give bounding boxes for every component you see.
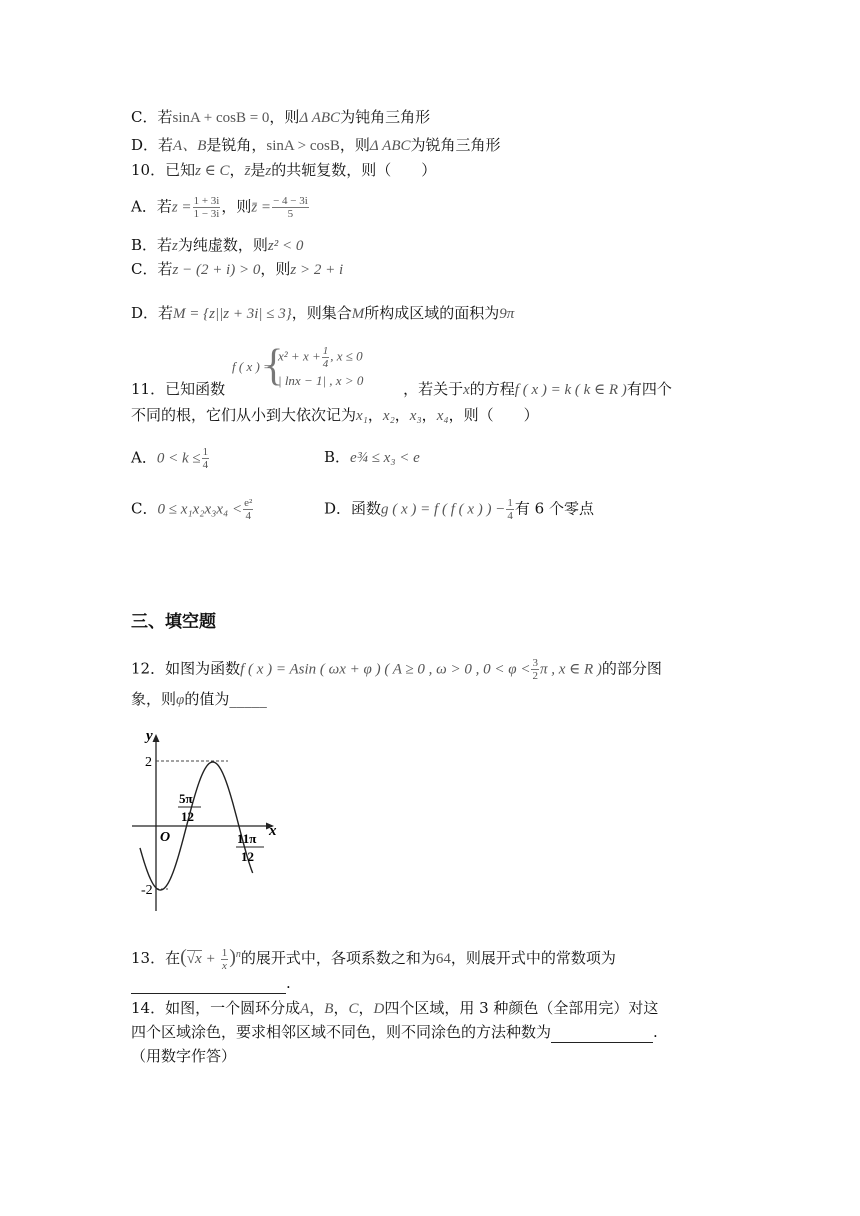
q13-stem: 13．在(√x + $\frac{1}{x}$ )$^n$的展开式中，各项系数之和为64，则展开式中的常数项为: [131, 946, 616, 972]
q14-stem-line3: （用数字作答）: [131, 1047, 237, 1065]
origin-label: O: [160, 830, 171, 845]
q14-stem-line2: 四个区域涂色，要求相邻区域不同色，则不同涂色的方法种数为 .: [131, 1023, 658, 1041]
q11-stem-line2: 不同的根，它们从小到大依次记为x₁，x₂，x₃，x₄，则（ ）: [131, 406, 539, 424]
piece-row-2: | lnx − 1| , x > 0: [278, 373, 364, 388]
q11-option-d: D．函数g ( x ) = f ( f ( x ) ) − $\frac{1}{4}$ 有 6 个零点: [324, 497, 594, 522]
section-heading: 三、填空题: [131, 612, 216, 632]
q12-stem-line1: 12．如图为函数f ( x ) = Asin ( ωx + φ ) ( A ≥ 0 , ω > 0 , 0 < φ < $\frac{3}{2}$ π , x ∈ R )的部分图: [131, 657, 662, 682]
q10-option-c: C．若z − (2 + i) > 0，则z > 2 + i: [131, 260, 344, 278]
tick-5pi-num: 5π: [179, 791, 193, 806]
tick-11pi-den: 12: [241, 849, 254, 864]
y-axis-label: y: [146, 728, 153, 744]
y-min-label: -2: [141, 883, 153, 898]
y-max-label: 2: [145, 755, 152, 770]
sine-graph: [128, 725, 298, 915]
q13-answer-blank: .: [131, 972, 291, 994]
brace: {: [264, 339, 284, 390]
x-axis-label: x: [269, 823, 277, 839]
q11-stem-line1: 11．已知函数 ，若关于x的方程f ( x ) = k ( k ∈ R )有四个: [131, 380, 672, 398]
tick-5pi-den: 12: [181, 809, 194, 824]
q11-option-c: C．0 ≤ x₁x₂x₃x₄ < $\frac{\text{e²}}{4}$: [131, 497, 253, 522]
q11-option-a: A．0 < k ≤ $\frac{1}{4}$: [131, 446, 209, 471]
q10-stem: 10．已知z ∈ C，z̄是z的共轭复数，则（ ）: [131, 161, 437, 179]
y-axis-arrow: [153, 734, 160, 742]
q10-option-b: B．若z为纯虚数，则z² < 0: [131, 236, 304, 254]
q9-option-d: D．若A、B是锐角，sinA > cosB，则Δ ABC为锐角三角形: [131, 136, 501, 154]
answer-blank[interactable]: [551, 1026, 653, 1043]
fraction: $\frac{- 4 - 3i}{5}$: [273, 195, 308, 220]
piece-row-1: x² + x + $\frac{1}{4}$ , x ≤ 0: [278, 345, 363, 370]
q10-option-d: D．若M = {z||z + 3i| ≤ 3}，则集合M所构成区域的面积为9π: [131, 304, 515, 322]
q12-stem-line2: 象，则φ的值为_____: [131, 690, 267, 708]
q9-option-c: C．若sinA + cosB = 0，则Δ ABC为钝角三角形: [131, 108, 431, 126]
fraction: $\frac{1 + 3i}{1 - 3i}$: [193, 195, 220, 220]
q11-option-b: B．e¾ ≤ x₃ < e: [324, 448, 420, 466]
q14-stem-line1: 14．如图，一个圆环分成A，B，C，D四个区域，用 3 种颜色（全部用完）对这: [131, 999, 659, 1017]
tick-11pi-num: 11π: [237, 831, 257, 846]
answer-blank[interactable]: [131, 977, 286, 994]
q10-option-a: A．若z = $\frac{1 + 3i}{1 - 3i}$ ，则z̄ = $\frac{- 4 - 3i}{5}$: [131, 195, 308, 220]
